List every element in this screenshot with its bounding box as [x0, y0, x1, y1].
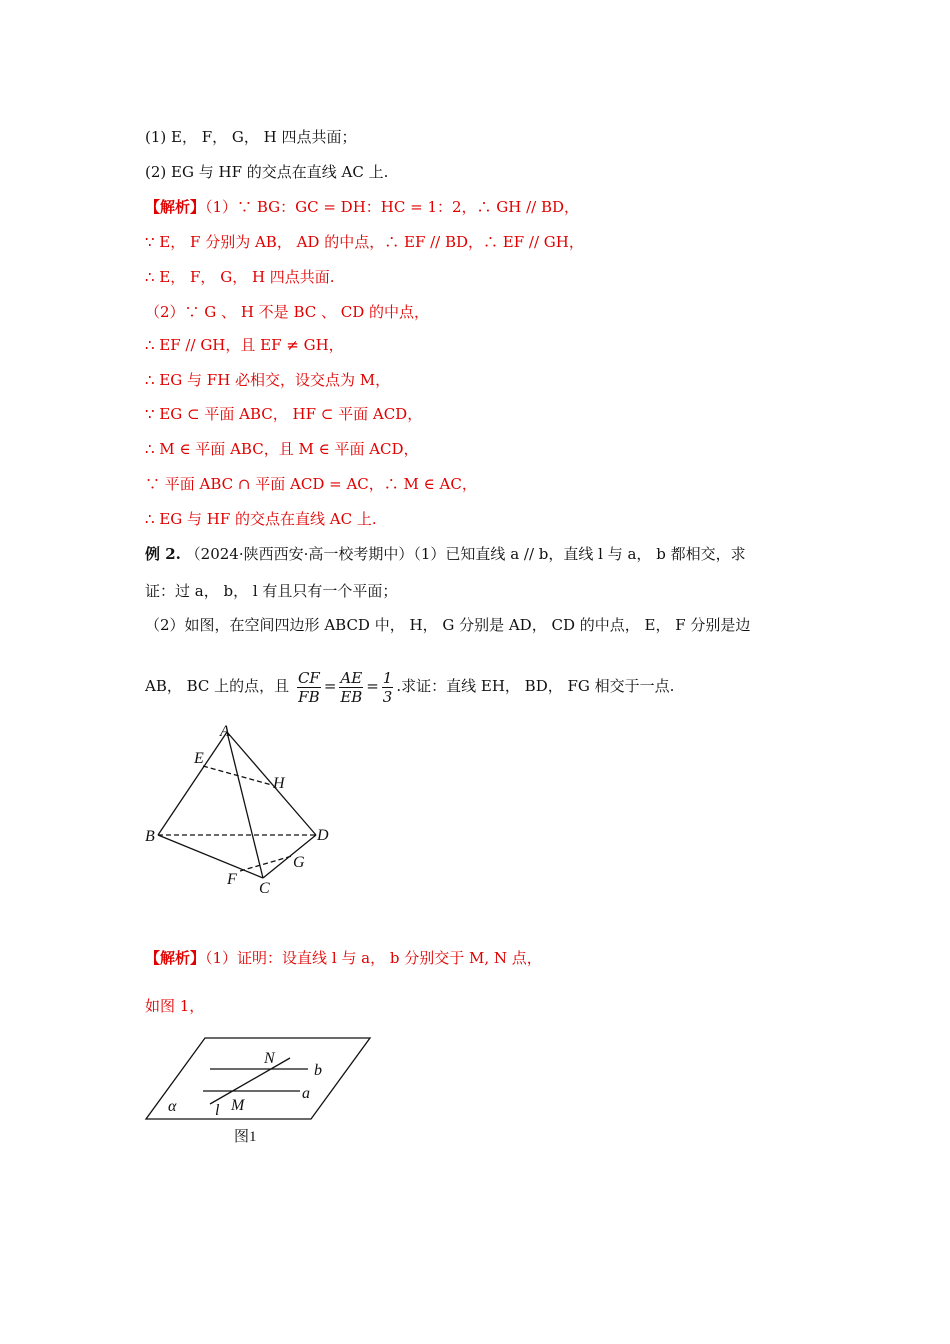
solution-line-3: ∴ E， F， G， H 四点共面.	[145, 268, 335, 286]
solution-line-1	[145, 196, 579, 218]
example-source: （2024·陕西西安·高一校考期中）	[185, 545, 414, 563]
label-B: B	[145, 828, 155, 845]
solution2-text: （1）证明：设直线 l 与 a， b 分别交于 M, N 点，	[205, 949, 542, 967]
label-M: M	[231, 1097, 245, 1114]
solution-line-4: （2）∵ G 、 H 不是 BC 、 CD 的中点，	[145, 303, 430, 321]
label-H: H	[273, 775, 285, 792]
part2-post: .求证：直线 EH， BD， FG 相交于一点.	[396, 677, 675, 695]
solution2-tag: 【解析】	[145, 949, 206, 967]
frac2-num: AE	[340, 668, 363, 687]
solution2-line-1	[145, 947, 542, 969]
solution-line-9: ∵ 平面 ABC ∩ 平面 ACD = AC，∴ M ∈ AC，	[145, 475, 477, 493]
label-C: C	[259, 880, 270, 897]
frac3-den: 3	[382, 687, 393, 706]
fraction-one-third	[382, 669, 394, 706]
frac2-den: EB	[340, 687, 363, 706]
example-label: 例 2.	[145, 545, 181, 563]
plane-figure	[140, 1030, 380, 1150]
example-part1: （1）已知直线 a // b，直线 l 与 a， b 都相交，求	[413, 545, 746, 563]
label-l: l	[215, 1102, 220, 1119]
label-A: A	[220, 723, 230, 740]
part2-pre: AB， BC 上的点，且	[145, 677, 290, 695]
solution-line-2: ∵ E， F 分别为 AB， AD 的中点，∴ EF // BD，∴ EF // GH，	[145, 233, 584, 251]
statement-2: (2) EG 与 HF 的交点在直线 AC 上.	[145, 163, 389, 181]
solution-line-8: ∴ M ∈ 平面 ABC，且 M ∈ 平面 ACD，	[145, 440, 419, 458]
statement-1: (1) E， F， G， H 四点共面；	[145, 128, 357, 146]
label-alpha: α	[168, 1098, 177, 1115]
solution-line-10: ∴ EG 与 HF 的交点在直线 AC 上.	[145, 510, 377, 528]
example-2-line-2: 证：过 a， b， l 有且只有一个平面；	[145, 582, 398, 600]
fraction-ae-eb	[339, 669, 363, 706]
solution-line-7: ∵ EG ⊂ 平面 ABC， HF ⊂ 平面 ACD，	[145, 405, 423, 423]
label-D: D	[317, 827, 329, 844]
fraction-cf-fb	[297, 669, 321, 706]
example-2-line-1	[145, 543, 746, 565]
solution2-figref: 如图 1，	[145, 997, 205, 1015]
solution-line-5: ∴ EF // GH，且 EF ≠ GH，	[145, 336, 344, 354]
label-N: N	[264, 1050, 275, 1067]
example-2-line-3: （2）如图，在空间四边形 ABCD 中， H， G 分别是 AD， CD 的中点， E， F 分别是边	[145, 616, 751, 634]
solution-line-6: ∴ EG 与 FH 必相交，设交点为 M，	[145, 371, 391, 389]
frac1-den: FB	[298, 687, 320, 706]
tetrahedron-figure	[140, 718, 340, 898]
example-2-line-4: AB， BC 上的点，且 $\frac{CF}{FB}$ = $\frac{AE}{EB}$ = $\frac{1}{3}$ .求证：直线 EH， BD， FG 相交于一点.	[145, 668, 675, 706]
frac3-num: 1	[382, 668, 393, 687]
solution-text: （1）∵ BG：GC = DH：HC = 1：2，∴ GH // BD，	[205, 198, 580, 216]
label-b: b	[314, 1062, 322, 1079]
figure-caption: 图1	[234, 1129, 257, 1145]
label-a: a	[302, 1085, 310, 1102]
solution-tag: 【解析】	[145, 198, 206, 216]
label-E: E	[194, 750, 204, 767]
label-G: G	[293, 854, 305, 871]
frac1-num: CF	[297, 668, 320, 687]
label-F: F	[227, 871, 237, 888]
